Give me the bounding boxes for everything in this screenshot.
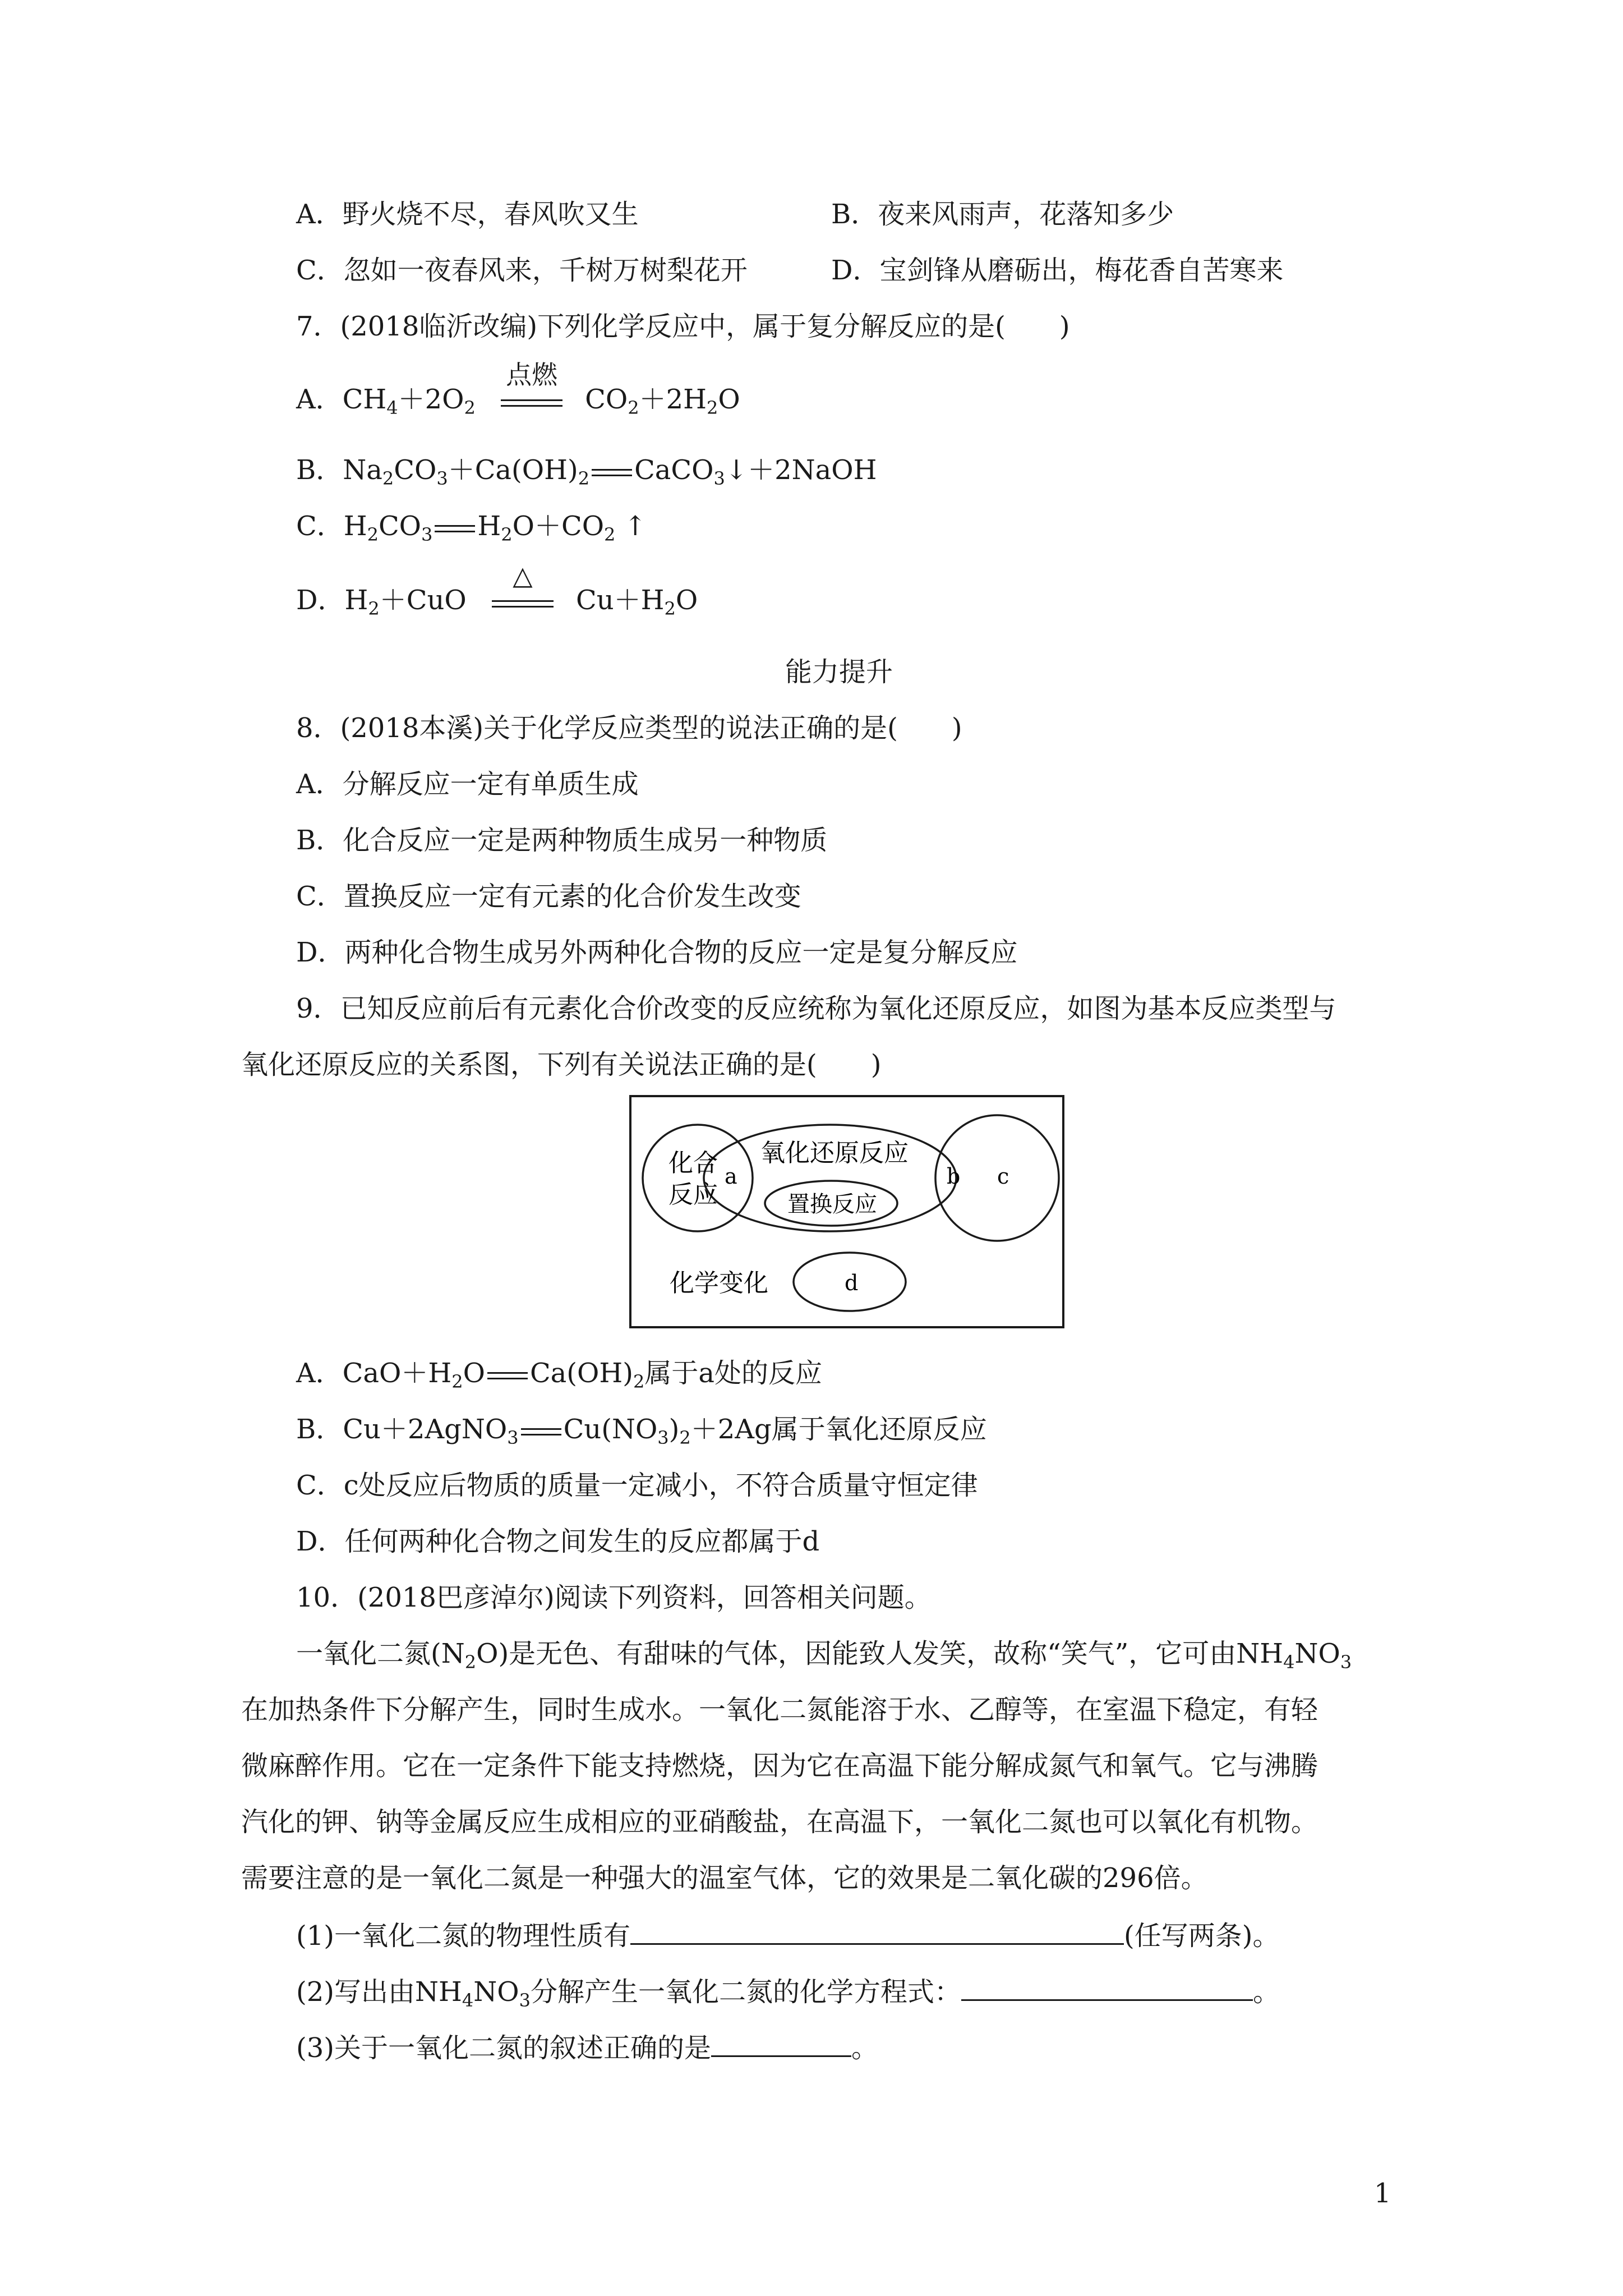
q7-option-d: D．$H_2+CuO$ △ $Cu+H_2O$ [296, 583, 698, 619]
q7-option-c: C．$H_2CO_3$ $H_2O+CO_2$ ↑ [296, 510, 647, 545]
q9-option-a-tail: 属于a处的反应 [644, 1358, 822, 1389]
q7-d-condition: △ [513, 560, 533, 591]
q9-option-b: B．Cu＋2AgNO$_3$ $Cu(NO_3)_2+2Ag$属于氧化还原反应 [296, 1414, 987, 1448]
page-number: 1 [1374, 2178, 1391, 2209]
q9-option-b-label: B． [296, 1414, 343, 1445]
section-title: 能力提升 [785, 656, 893, 688]
equals-sign [589, 455, 634, 489]
q6-option-a: A．野火烧不尽，春风吹又生 [296, 199, 639, 230]
q9-option-a: A．$CaO+H_2O$ $Ca(OH)_2$属于a处的反应 [296, 1358, 822, 1392]
q10-paragraph-line2: 在加热条件下分解产生，同时生成水。一氧化二氮能溶于水、乙醇等，在室温下稳定，有轻 [241, 1694, 1318, 1726]
precipitate-arrow: ↓ [725, 454, 748, 486]
region-a-label: a [725, 1164, 737, 1189]
q10-paragraph-line5: 需要注意的是一氧化二氮是一种强大的温室气体，它的效果是二氧化碳的296倍。 [241, 1862, 1208, 1894]
reaction-type-diagram [628, 1094, 1066, 1329]
q10-paragraph-line1: 一氧化二氮$(N_2O)$是无色、有甜味的气体，因能致人发笑，故称“笑气”，它可由$NH_4NO_3$ [296, 1638, 1352, 1673]
q10-stem: 10．(2018巴彦淖尔)阅读下列资料，回答相关问题。 [296, 1582, 932, 1613]
q10-paragraph-line3: 微麻醉作用。它在一定条件下能支持燃烧，因为它在高温下能分解成氮气和氧气。它与沸腾 [241, 1750, 1318, 1782]
q8-stem: 8．(2018本溪)关于化学反应类型的说法正确的是( ) [296, 712, 962, 744]
q8-option-a: A．分解反应一定有单质生成 [296, 769, 639, 800]
equals-sign [519, 1415, 564, 1448]
q10-sub1: (1)一氧化二氮的物理性质有 (任写两条)。 [296, 1917, 1279, 1953]
q6-option-c: C．忽如一夜春风来，千树万树梨花开 [296, 255, 748, 286]
equals-condition [501, 359, 562, 418]
q7-option-d-label: D． [296, 585, 345, 616]
q7-option-b-label: B． [296, 454, 343, 486]
region-c-label: c [997, 1164, 1009, 1189]
combination-label-2: 反应 [668, 1180, 718, 1209]
q8-option-b: B．化合反应一定是两种物质生成另一种物质 [296, 825, 828, 856]
q6-option-d: D．宝剑锋从磨砺出，梅花香自苦寒来 [831, 255, 1284, 286]
equals-condition [492, 560, 554, 619]
region-b-label: b [947, 1164, 961, 1189]
q10-paragraph-line4: 汽化的钾、钠等金属反应生成相应的亚硝酸盐，在高温下，一氧化二氮也可以氧化有机物。 [241, 1806, 1318, 1838]
q9-option-a-label: A． [296, 1358, 343, 1389]
gas-arrow: ↑ [624, 510, 647, 542]
q10-sub3: (3)关于一氧化二氮的叙述正确的是 。 [296, 2030, 878, 2065]
q9-option-b-tail: 属于氧化还原反应 [771, 1414, 987, 1445]
q7-stem: 7．(2018临沂改编)下列化学反应中，属于复分解反应的是( ) [296, 311, 1070, 342]
q7-option-c-label: C． [296, 510, 344, 542]
answer-blank-1[interactable] [630, 1917, 1124, 1945]
q7-a-condition: 点燃 [506, 359, 558, 390]
q7-option-b: B．$Na_2CO_3+Ca(OH)_2$ CaCO$_3$↓＋2NaOH [296, 454, 877, 489]
q9-stem-line2: 氧化还原反应的关系图，下列有关说法正确的是( ) [241, 1049, 882, 1080]
q7-option-a: A．$CH_4+2O_2$ 点燃 $CO_2+2H_2O$ [296, 383, 740, 418]
q9-option-c: C．c处反应后物质的质量一定减小，不符合质量守恒定律 [296, 1470, 978, 1501]
q8-option-d: D．两种化合物生成另外两种化合物的反应一定是复分解反应 [296, 937, 1018, 968]
redox-label: 氧化还原反应 [760, 1139, 909, 1167]
q6-option-b: B．夜来风雨声，花落知多少 [831, 199, 1174, 230]
chemical-change-label: 化学变化 [670, 1269, 768, 1297]
q9-stem-line1: 9．已知反应前后有元素化合价改变的反应统称为氧化还原反应，如图为基本反应类型与 [296, 993, 1336, 1024]
q10-sub2: (2)写出由$NH_4NO_3$分解产生一氧化二氮的化学方程式： 。 [296, 1973, 1280, 2009]
q7-option-a-label: A． [296, 384, 343, 415]
q9-option-d: D．任何两种化合物之间发生的反应都属于d [296, 1526, 820, 1557]
region-d-label: d [845, 1271, 859, 1295]
equals-sign [432, 512, 477, 545]
equals-sign [485, 1359, 530, 1392]
displacement-label: 置换反应 [787, 1191, 877, 1217]
answer-blank-3[interactable] [711, 2030, 851, 2057]
q8-option-c: C．置换反应一定有元素的化合价发生改变 [296, 881, 801, 912]
combination-label-1: 化合 [668, 1149, 718, 1177]
answer-blank-2[interactable] [961, 1973, 1253, 2001]
